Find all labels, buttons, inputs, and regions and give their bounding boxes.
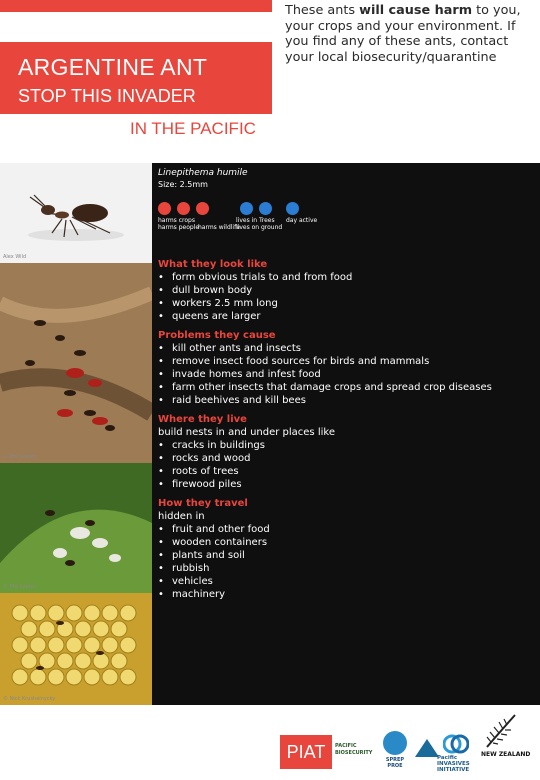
list-item: • rocks and wood: [158, 452, 538, 465]
mountain-logo-icon: [415, 739, 439, 757]
list-item: • rubbish: [158, 562, 538, 575]
ant-specimen-photo: [0, 163, 152, 263]
harms-wildlife-icon: [196, 202, 209, 215]
day-active-icon: [286, 202, 299, 215]
icon-label-4: lives on ground: [236, 224, 283, 231]
harms-people-icon: [177, 202, 190, 215]
species-name: Linepithema humile: [158, 168, 248, 178]
photo-credit-4: © Nick Krushelnycky: [3, 696, 56, 702]
ant-on-leaf-photo: [0, 463, 152, 593]
list-item: • wooden containers: [158, 536, 538, 549]
sprep-emblem-icon: [383, 731, 407, 755]
harms-crops-icon: [158, 202, 171, 215]
bullet-list: [158, 439, 538, 491]
lives-in-trees-icon: [240, 202, 253, 215]
icon-label-2: harms wildlife: [198, 224, 240, 231]
section-intro: hidden in: [158, 511, 205, 522]
list-item: • machinery: [158, 588, 538, 601]
icon-label-0: harms crops: [158, 217, 195, 224]
bullet-list: [158, 523, 538, 601]
bullet-list: [158, 342, 538, 407]
photo-credit-2: © Phil Lester: [3, 454, 36, 460]
top-accent-bar: [0, 0, 272, 12]
piat-logo: PIAT: [280, 735, 332, 769]
warning-bold: will cause harm: [359, 3, 473, 18]
sprep-logo: SPREP PROE: [385, 757, 405, 769]
warning-before: These ants: [285, 3, 360, 18]
nz-aid-logo: NEW ZEALAND: [481, 751, 531, 758]
list-item: • fruit and other food: [158, 523, 538, 536]
section-intro: build nests in and under places like: [158, 427, 335, 438]
list-item: • kill other ants and insects: [158, 342, 538, 355]
list-item: • invade homes and infest food: [158, 368, 538, 381]
list-item: • queens are larger: [158, 310, 538, 323]
title-banner: [0, 42, 272, 114]
page-title: ARGENTINE ANT: [18, 54, 208, 80]
species-size: Size: 2.5mm: [158, 180, 208, 189]
section-title: Problems they cause: [158, 330, 276, 341]
pacific-invasives-rings-icon: [443, 733, 469, 755]
photo-credit-1: Alex Wild: [3, 254, 27, 260]
section-appearance: [158, 258, 538, 323]
pacific-biosecurity-logo: PACIFIC BIOSECURITY: [335, 743, 373, 756]
list-item: • vehicles: [158, 575, 538, 588]
list-item: • roots of trees: [158, 465, 538, 478]
list-item: • cracks in buildings: [158, 439, 538, 452]
list-item: • firewood piles: [158, 478, 538, 491]
warning-text: [285, 3, 535, 65]
page-subtitle: STOP THIS INVADER: [18, 86, 196, 106]
photo-credit-3: © Phil Lester: [3, 584, 36, 590]
list-item: • raid beehives and kill bees: [158, 394, 538, 407]
icon-label-5: day active: [286, 217, 318, 224]
region-heading: IN THE PACIFIC: [130, 119, 256, 138]
list-item: • farm other insects that damage crops and spread crop diseases: [158, 381, 538, 394]
section-habitat: [158, 413, 538, 491]
list-item: • dull brown body: [158, 284, 538, 297]
pacific-invasives-logo: Pacific INVASIVES INITIATIVE: [437, 755, 470, 773]
ant-trail-photo: [0, 263, 152, 463]
list-item: • workers 2.5 mm long: [158, 297, 538, 310]
section-travel: [158, 497, 538, 601]
lives-on-ground-icon: [259, 202, 272, 215]
section-title: How they travel: [158, 498, 248, 509]
section-title: Where they live: [158, 414, 247, 425]
warning-after: to you, your crops and your environment. If you find any of these ants, contact your local biosecurity/quarantine: [285, 3, 521, 65]
list-item: • remove insect food sources for birds and mammals: [158, 355, 538, 368]
bullet-list: [158, 271, 538, 323]
silver-fern-icon: [481, 713, 517, 749]
info-sections: [158, 258, 538, 601]
impact-icons: [158, 202, 358, 232]
partner-logos: [275, 707, 540, 780]
icon-label-3: lives in Trees: [236, 217, 275, 224]
list-item: • form obvious trials to and from food: [158, 271, 538, 284]
icon-label-1: harms people: [158, 224, 200, 231]
ant-on-honeycomb-photo: [0, 593, 152, 705]
list-item: • plants and soil: [158, 549, 538, 562]
section-title: What they look like: [158, 259, 268, 270]
section-problems: [158, 329, 538, 407]
